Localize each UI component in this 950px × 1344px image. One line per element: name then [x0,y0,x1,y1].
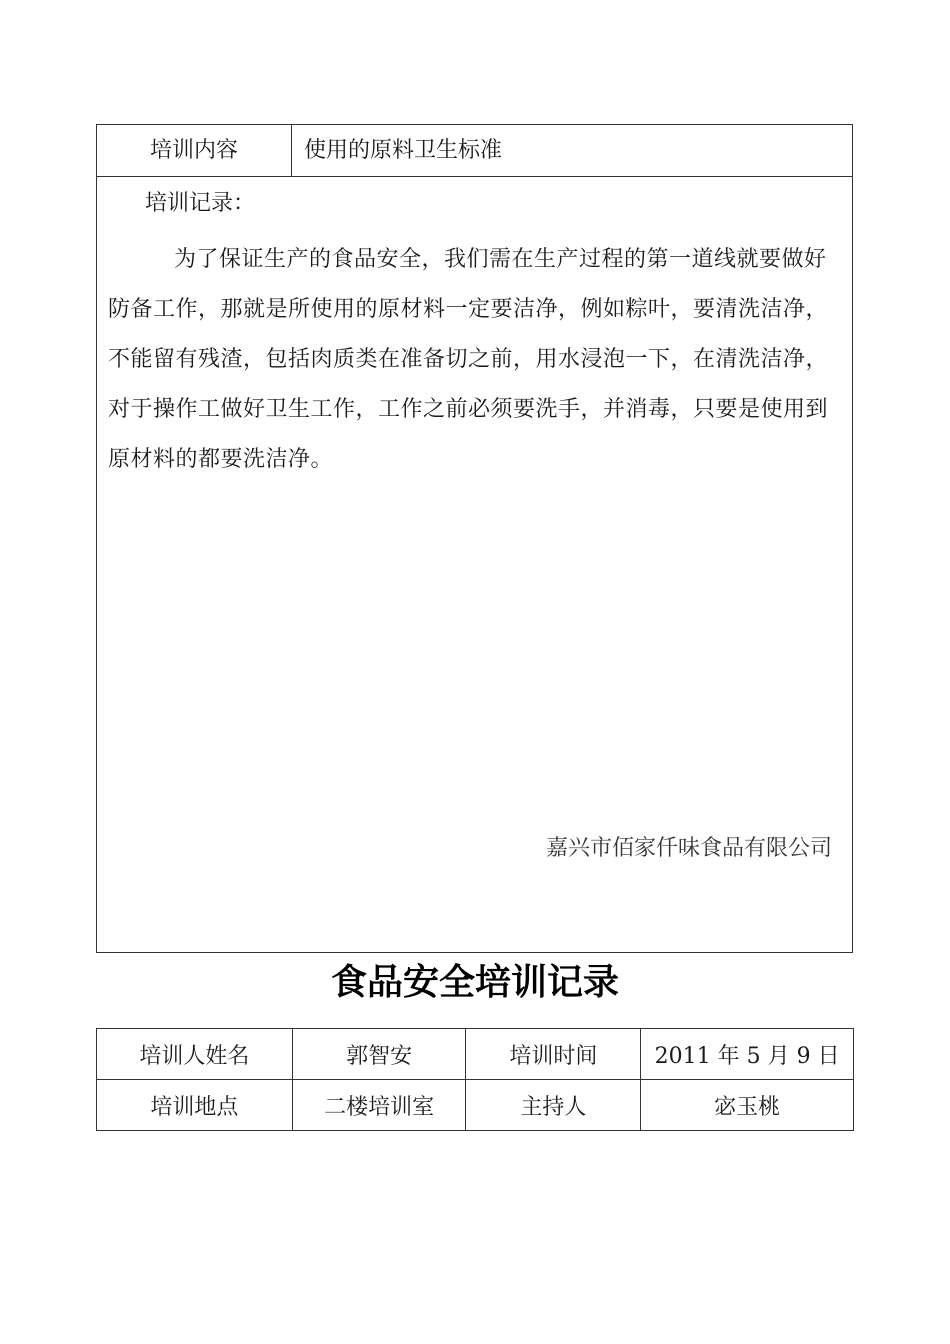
training-content-label: 培训内容 [97,125,292,176]
training-content-row [97,125,852,177]
table-row [97,1080,854,1131]
trainer-name-label: 培训人姓名 [97,1029,293,1080]
table-row [97,1029,854,1080]
company-name: 嘉兴市佰家仟味食品有限公司 [545,836,832,861]
document-title: 食品安全培训记录 [330,961,619,1003]
host-value: 宓玉桃 [641,1080,854,1131]
training-location-label: 培训地点 [97,1080,293,1131]
training-time-value: 2011 年 5 月 9 日 [641,1029,854,1080]
trainer-name-value: 郭智安 [292,1029,466,1080]
training-info-table [96,1028,854,1131]
training-record-label: 培训记录： [145,191,256,216]
training-time-label: 培训时间 [466,1029,641,1080]
host-label: 主持人 [466,1080,641,1131]
training-content-value: 使用的原料卫生标准 [304,138,503,163]
training-record-box [96,124,853,953]
training-location-value: 二楼培训室 [292,1080,466,1131]
training-record-body: 为了保证生产的食品安全，我们需在生产过程的第一道线就要做好防备工作，那就是所使用的原材料一定要洁净，例如粽叶，要清洗洁净，不能留有残渣，包括肉质类在准备切之前，用水浸泡一下，在清洗洁净，对于操作工做好卫生工作，工作之前必须要洗手，并消毒，只要是使用到原材料的都要洗洁净。 [108,247,829,472]
